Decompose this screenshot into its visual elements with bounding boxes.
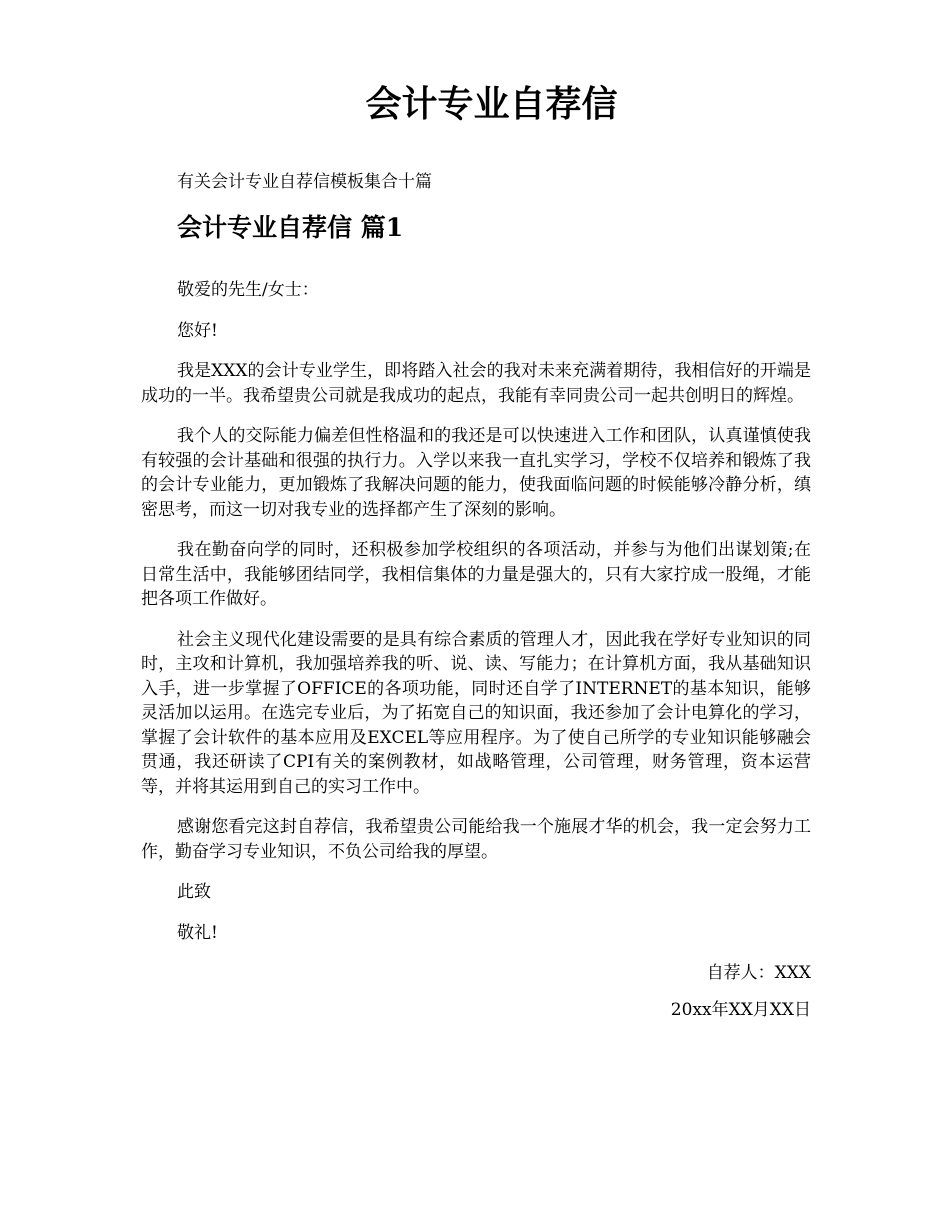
salutation: 敬爱的先生/女士： (177, 280, 319, 300)
section-heading: 会计专业自荐信 篇1 (177, 213, 404, 242)
closing-line-2: 敬礼! (177, 922, 218, 943)
paragraph-3: 我在勤奋向学的同时，还积极参加学校组织的各项活动，并参与为他们出谋划策;在日常生活中，我能够团结同学，我相信集体的力量是强大的，只有大家拧成一股绳，才能把各项工作做好。 (141, 540, 811, 609)
signature: 自荐人：XXX (706, 963, 811, 983)
paragraph-5: 感谢您看完这封自荐信，我希望贵公司能给我一个施展才华的机会，我一定会努力工作，勤奋学习专业知识，不负公司给我的厚望。 (141, 817, 811, 862)
greeting: 您好! (177, 320, 218, 341)
closing-line-1: 此致 (177, 882, 211, 902)
document-title: 会计专业自荐信 (365, 83, 618, 125)
paragraph-2: 我个人的交际能力偏差但性格温和的我还是可以快速进入工作和团队，认真谨慎使我有较强的会计基础和很强的执行力。入学以来我一直扎实学习，学校不仅培养和锻炼了我的会计专业能力，更加锻炼了我解决问题的能力，使我面临问题的时候能够冷静分析，缜密思考，而这一切对我专业的选择都产生了深刻的影响。 (141, 426, 811, 520)
letter-date: 20xx年XX月XX日 (670, 999, 811, 1020)
letter-body (141, 278, 811, 1038)
paragraph-1: 我是XXX的会计专业学生，即将踏入社会的我对未来充满着期待，我相信好的开端是成功的一半。我希望贵公司就是我成功的起点，我能有幸同贵公司一起共创明日的辉煌。 (141, 361, 811, 406)
paragraph-4: 社会主义现代化建设需要的是具有综合素质的管理人才，因此我在学好专业知识的同时，主攻和计算机，我加强培养我的听、说、读、写能力；在计算机方面，我从基础知识入手，进一步掌握了OFFICE的各项功能，同时还自学了INTERNET的基本知识，能够灵活加以运用。在选完专业后，为了拓宽自己的知识面，我还参加了会计电算化的学习，掌握了会计软件的基本应用及EXCEL等应用程序。为了使自己所学的专业知识能够融会贯通，我还研读了CPI有关的案例教材，如战略管理，公司管理，财务管理，资本运营等，并将其运用到自己的实习工作中。 (141, 629, 811, 797)
document-subtitle: 有关会计专业自荐信模板集合十篇 (177, 172, 432, 192)
